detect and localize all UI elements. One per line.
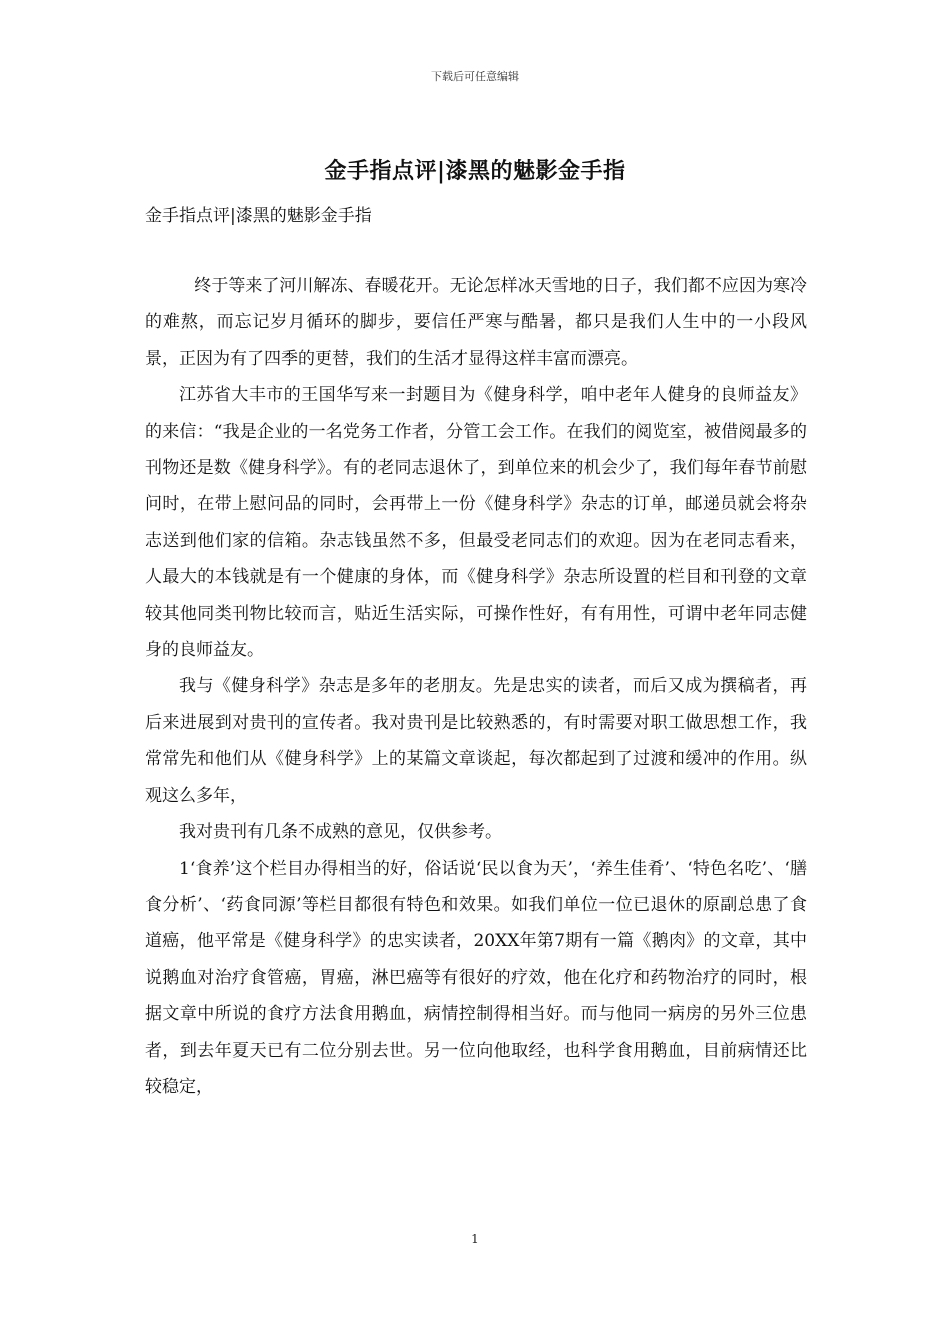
paragraph: 江苏省大丰市的王国华写来一封题目为《健身科学，咱中老年人健身的良师益友》的来信：“我是企业的一名党务工作者，分管工会工作。在我们的阅览室，被借阅最多的刊物还是数《健身科学》。有的老同志退休了，到单位来的机会少了，我们每年春节前慰问时，在带上慰问品的同时，会再带上一份《健身科学》杂志的订单，邮递员就会将杂志送到他们家的信箱。杂志钱虽然不多，但最受老同志们的欢迎。因为在老同志看来，人最大的本钱就是有一个健康的身体，而《健身科学》杂志所设置的栏目和刊登的文章较其他同类刊物比较而言，贴近生活实际，可操作性好，有有用性，可谓中老年同志健身的良师益友。	[145, 385, 807, 661]
paragraph: 1‘食养’这个栏目办得相当的好，俗话说‘民以食为天’，‘养生佳肴’、‘特色名吃’、‘膳食分析’、‘药食同源’等栏目都很有特色和效果。如我们单位一位已退休的原副总患了食道癌，他平常是《健身科学》的忠实读者，20XX年第7期有一篇《鹅肉》的文章，其中说鹅血对治疗食管癌，胃癌，淋巴癌等有很好的疗效，他在化疗和药物治疗的同时，根据文章中所说的食疗方法食用鹅血，病情控制得相当好。而与他同一病房的另外三位患者，到去年夏天已有二位分别去世。另一位向他取经，也科学食用鹅血，目前病情还比较稳定，	[145, 858, 807, 1097]
page-number: 1	[471, 1232, 479, 1246]
paragraph: 我对贵刊有几条不成熟的意见，仅供参考。	[179, 822, 502, 843]
paragraph: 终于等来了河川解冻、春暖花开。无论怎样冰天雪地的日子，我们都不应因为寒冷的难熬，而忘记岁月循环的脚步，要信任严寒与酷暑，都只是我们人生中的一小段风景，正因为有了四季的更替，我们的生活才显得这样丰富而漂亮。	[145, 276, 807, 369]
paragraph: 我与《健身科学》杂志是多年的老朋友。先是忠实的读者，而后又成为撰稿者，再后来进展到对贵刊的宣传者。我对贵刊是比较熟悉的，有时需要对职工做思想工作，我常常先和他们从《健身科学》上的某篇文章谈起，每次都起到了过渡和缓冲的作用。纵观这么多年，	[145, 676, 807, 806]
document-title: 金手指点评|漆黑的魅影金手指	[324, 158, 626, 184]
header-note: 下载后可任意编辑	[431, 70, 519, 83]
document-body	[145, 268, 807, 1105]
document-subtitle: 金手指点评|漆黑的魅影金手指	[145, 206, 372, 226]
